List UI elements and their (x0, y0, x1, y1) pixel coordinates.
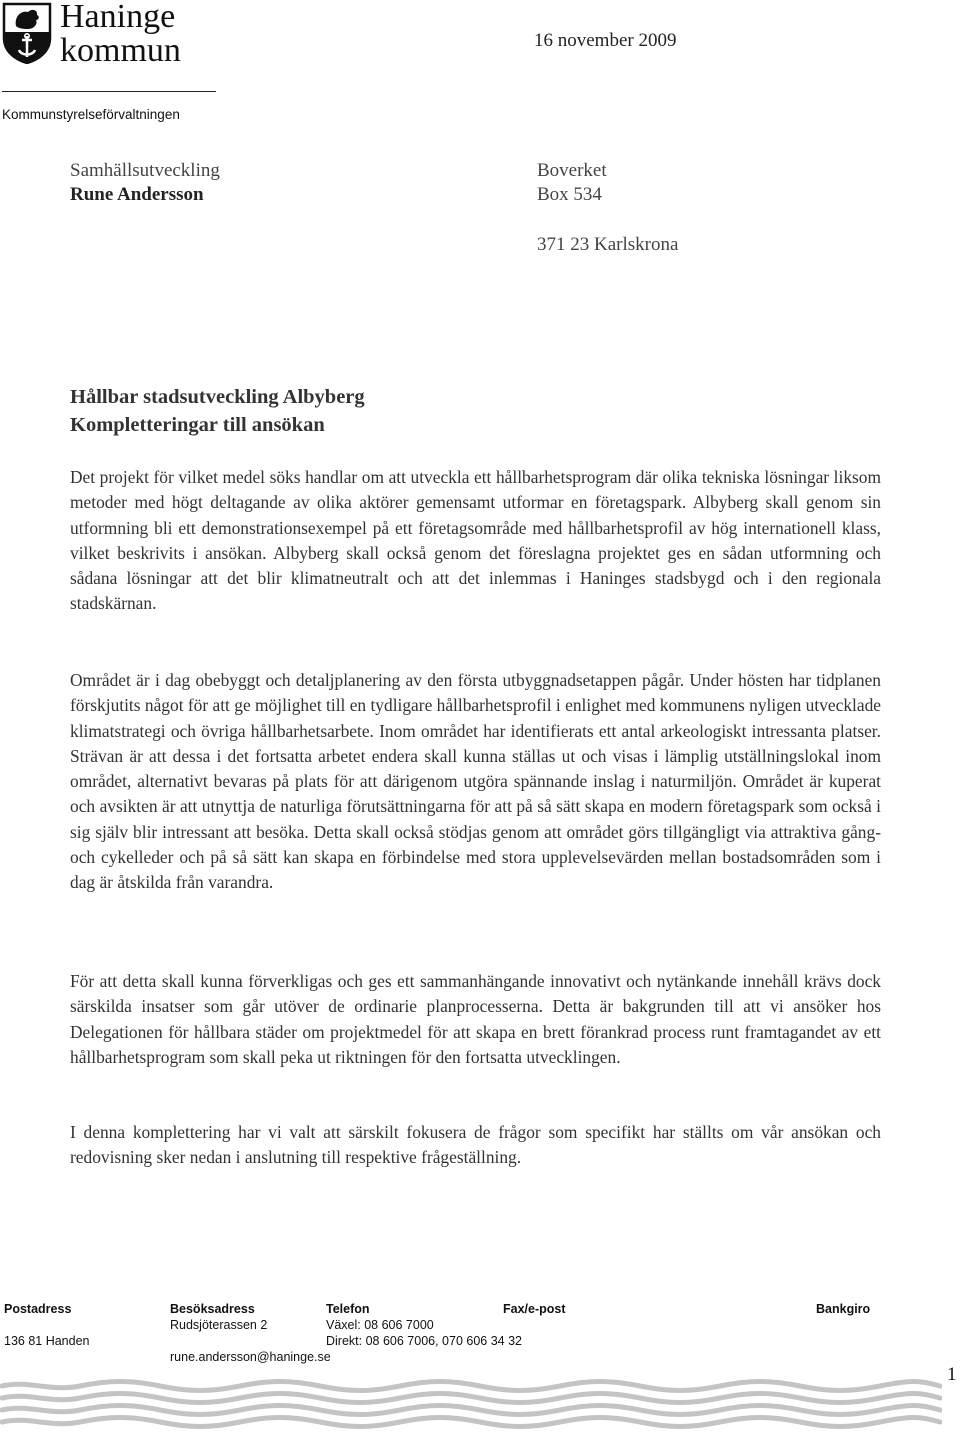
municipality-name (60, 0, 181, 68)
sender-unit: Samhällsutveckling (70, 160, 220, 181)
footer-email: rune.andersson@haninge.se (170, 1350, 331, 1364)
body-paragraph: För att detta skall kunna förverkligas och ges ett sammanhängande innovativt och nytänkande innehåll krävs dock särskilda insatser som går utöver de ordinarie planprocesserna. Detta är bakgrunden till att vi ansöker hos Delegationen för hållbara städer om projektmedel för att skapa en brett förankrad process runt framtagandet av ett hållbarhetsprogram som skall peka ut riktningen för den fortsatta utvecklingen. (70, 971, 881, 1067)
department-name: Kommunstyrelseförvaltningen (2, 107, 180, 122)
footer-direct-phone: Direkt: 08 606 7006, 070 606 34 32 (326, 1334, 522, 1348)
page-number: 1 (947, 1364, 957, 1385)
document-title: Hållbar stadsutveckling Albyberg (70, 386, 365, 408)
footer-header-postal: Postadress (4, 1302, 72, 1316)
footer-visit-address: Rudsjöterassen 2 (170, 1318, 268, 1332)
sender-name: Rune Andersson (70, 184, 204, 205)
footer-header-visit: Besöksadress (170, 1302, 255, 1316)
document-subtitle: Kompletteringar till ansökan (70, 414, 325, 436)
recipient-line: Boverket (537, 160, 607, 181)
wave-decoration (0, 1378, 942, 1435)
footer-header-bank: Bankgiro (816, 1302, 871, 1316)
coat-of-arms-icon (2, 2, 52, 64)
body-paragraph: Området är i dag obebyggt och detaljplanering av den första utbyggnadsetappen pågår. Under hösten har tidplanen förskjutits något för att ge möjlighet till en tydligare hållbarhetsprofil i enlighet med kommunens nyligen utvecklade klimatstrategi och övriga hållbarhetsarbete. Inom området har identifierats ett antal arkeologiskt intressanta platser. Strävan är att dessa i det fortsatta arbetet endera skall kunna ställas ut och visas i lämplig utställningslokal inom området, alternativt bevaras på plats för att därigenom utgöra spännande inslag i naturmiljön. Området är kuperat och avsikten är att utnyttja de naturliga förutsättningarna för att på så sätt skapa en modern företagspark som också i sig själv blir intressant att besöka. Detta skall också stödjas genom att området görs tillgängligt via attraktiva gång- och cykelleder och på så sätt kan skapa en förbindelse med stora upplevelsevärden mellan bostadsområden som i dag är åtskilda från varandra. (70, 670, 881, 893)
footer-switchboard: Växel: 08 606 7000 (326, 1318, 434, 1332)
body-paragraph: I denna komplettering har vi valt att särskilt fokusera de frågor som specifikt har ställts om vår ansökan och redovisning sker nedan i anslutning till respektive frågeställning. (70, 1122, 881, 1168)
header-divider (2, 91, 216, 92)
body-paragraph: Det projekt för vilket medel söks handlar om att utveckla ett hållbarhetsprogram där olika tekniska lösningar liksom metoder med högt deltagande av olika aktörer gemensamt utformar en företagspark. Albyberg skall genom sin utformning bli ett demonstrationsexempel på ett företagsområde med hållbarhetsprofil av hög internationell klass, vilket beskrivits i ansökan. Albyberg skall också genom det föreslagna projektet ges en sådan utformning och sådana lösningar att det blir klimatneutralt och att det inlemmas i Haninges stadsbygd och i den regionala stadskärnan. (70, 467, 881, 614)
footer-header-fax: Fax/e-post (503, 1302, 566, 1316)
footer-postal-address: 136 81 Handen (4, 1334, 90, 1348)
footer-header-phone: Telefon (326, 1302, 370, 1316)
logo-line-1: Haninge (60, 0, 176, 35)
logo-line-2: kommun (60, 32, 181, 69)
recipient-line: Box 534 (537, 184, 602, 205)
letter-date: 16 november 2009 (534, 30, 677, 51)
recipient-line: 371 23 Karlskrona (537, 234, 679, 255)
